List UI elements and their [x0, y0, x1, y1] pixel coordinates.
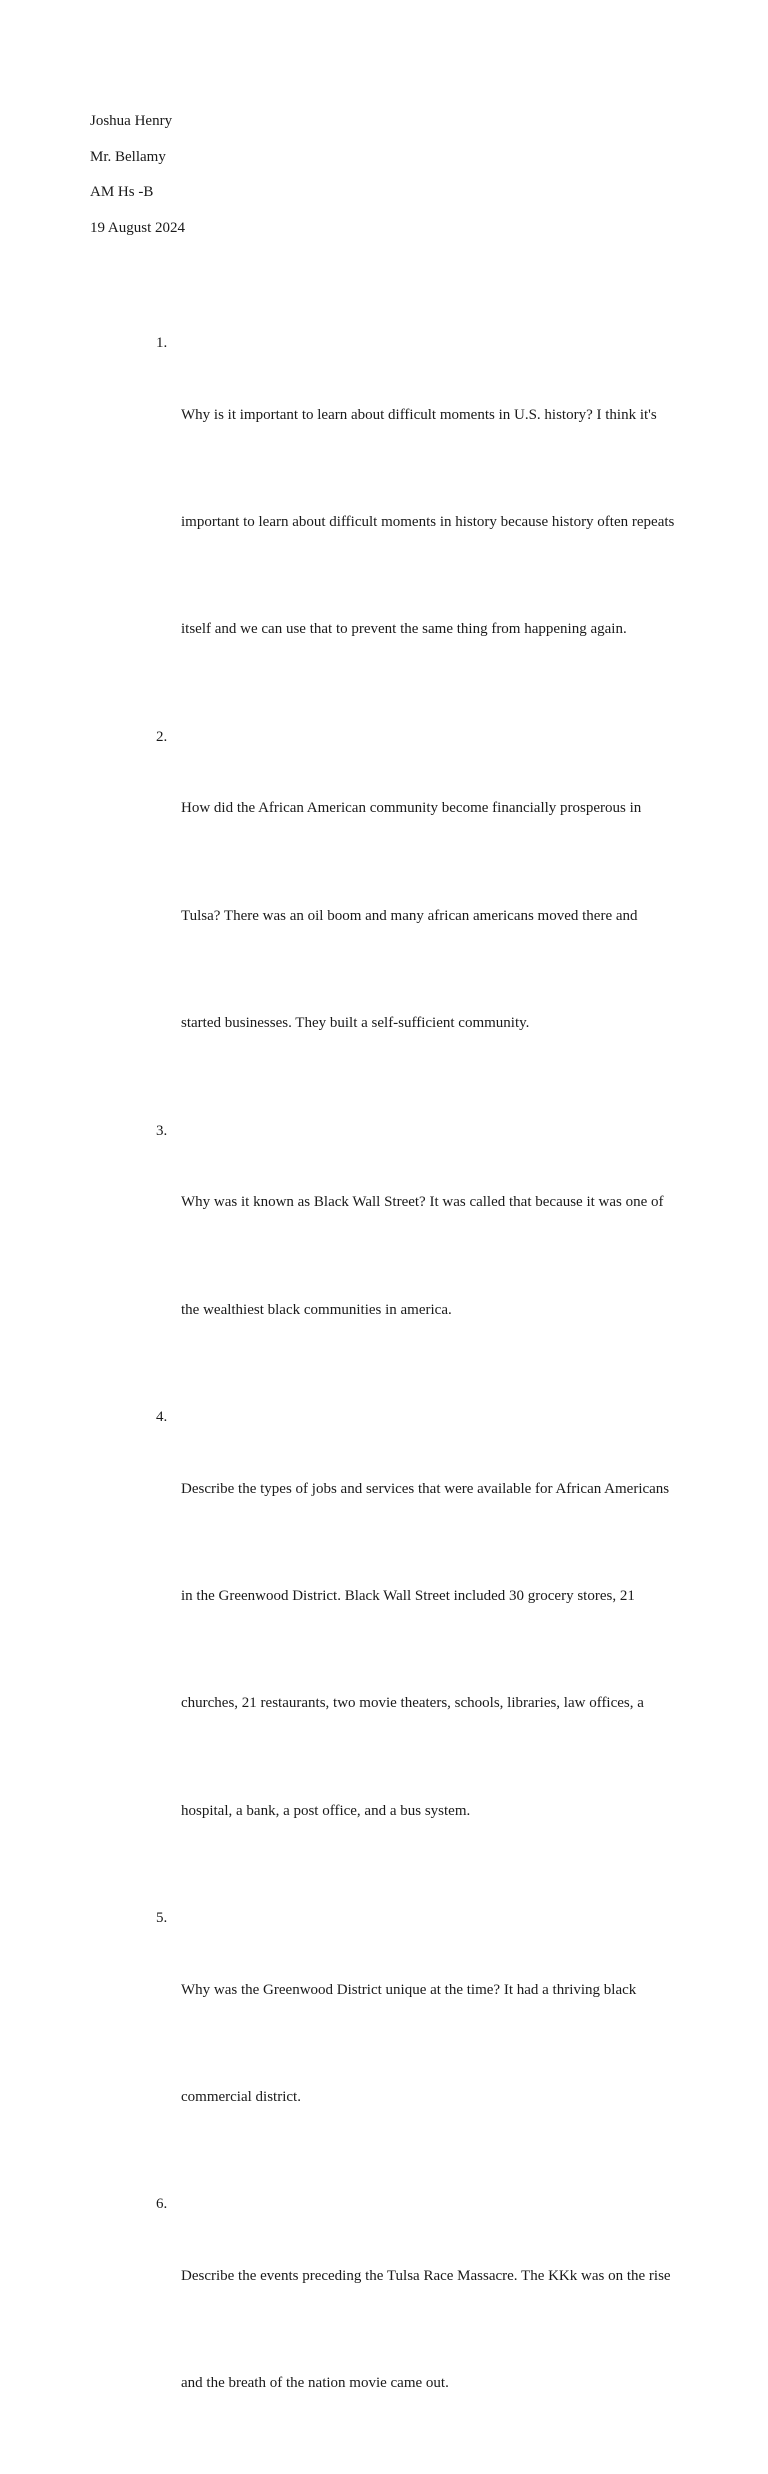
text-line: churches, 21 restaurants, two movie theaters, schools, libraries, law offices, a: [181, 1695, 644, 1712]
text-line: important to learn about difficult moments in history because history often repeats: [181, 513, 675, 530]
question-text: [181, 1114, 686, 1400]
question-number: 6.: [156, 2196, 168, 2213]
mla-heading: [90, 112, 185, 254]
question-text: [181, 1901, 686, 2187]
text-line: hospital, a bank, a post office, and a bus system.: [181, 1802, 471, 1819]
question-number: 1.: [156, 335, 168, 351]
list-item: [156, 1901, 686, 2187]
student-name: Joshua Henry: [90, 113, 173, 129]
question-list: [156, 326, 686, 2474]
question-number: 5.: [156, 1910, 168, 1927]
question-text: [181, 720, 686, 1114]
text-line: the wealthiest black communities in america.: [181, 1301, 452, 1318]
text-line: itself and we can use that to prevent the same thing from happening again.: [181, 621, 627, 638]
teacher-name: Mr. Bellamy: [90, 148, 166, 165]
text-line: and the breath of the nation movie came out.: [181, 2375, 449, 2392]
question-text: [181, 1400, 686, 1901]
text-line: Tulsa? There was an oil boom and many african americans moved there and: [181, 907, 638, 924]
text-line: Describe the events preceding the Tulsa Race Massacre. The KKk was on the rise: [181, 2268, 671, 2285]
question-text: [181, 2187, 686, 2473]
text-line: in the Greenwood District. Black Wall Street included 30 grocery stores, 21: [181, 1587, 635, 1604]
text-line: commercial district.: [181, 2089, 301, 2106]
list-item: [156, 326, 686, 720]
question-text: [181, 326, 686, 720]
date: 19 August 2024: [90, 219, 186, 236]
list-item: [156, 720, 686, 1114]
course-name: AM Hs -B: [90, 184, 154, 200]
question-number: 2.: [156, 728, 168, 745]
text-line: started businesses. They built a self-sufficient community.: [181, 1015, 530, 1032]
text-line: Why is it important to learn about difficult moments in U.S. history? I think it's: [181, 406, 657, 423]
list-item: [156, 2187, 686, 2473]
text-line: How did the African American community become financially prosperous in: [181, 800, 642, 817]
question-number: 3.: [156, 1122, 168, 1139]
text-line: Describe the types of jobs and services that were available for African Americans: [181, 1480, 670, 1497]
list-item: [156, 1114, 686, 1400]
list-item: [156, 1400, 686, 1901]
text-line: Why was it known as Black Wall Street? It was called that because it was one of: [181, 1194, 664, 1211]
text-line: Why was the Greenwood District unique at the time? It had a thriving black: [181, 1981, 637, 1998]
question-number: 4.: [156, 1408, 168, 1425]
